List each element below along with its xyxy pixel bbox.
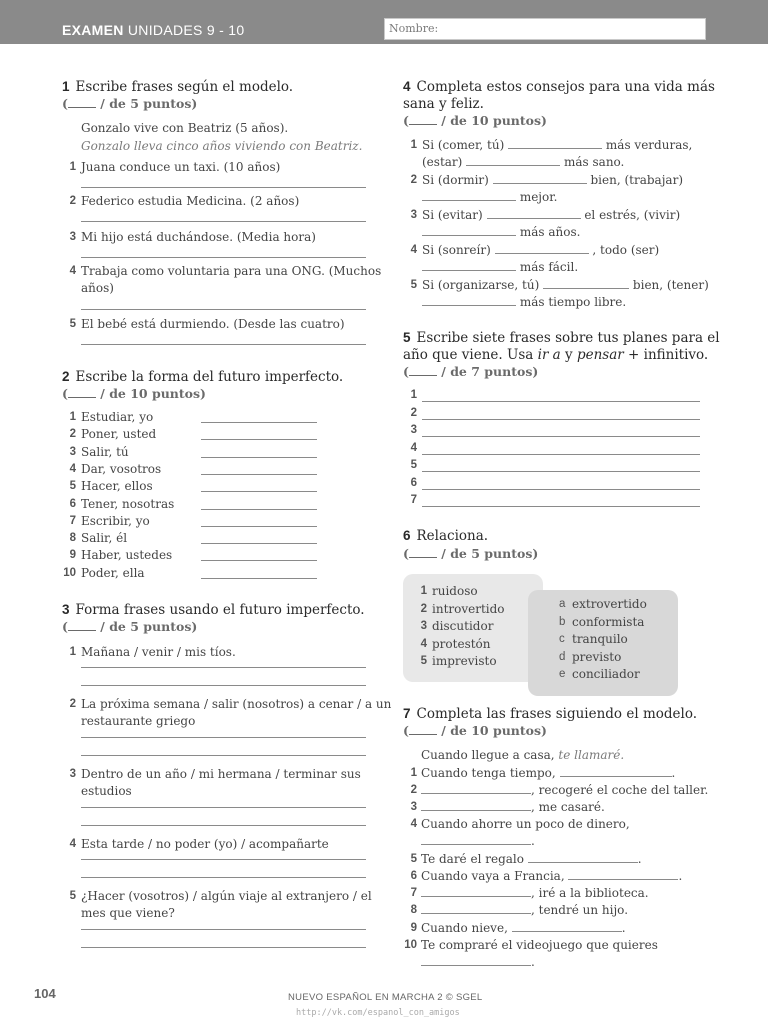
item-prompt: ¿Hacer (vosotros) / algún viaje al extranjero / el [81,889,372,903]
item-row-cont [422,260,578,274]
item-prompt-mid: más verduras, [605,138,693,152]
item-number: 4 [410,441,417,454]
item-prompt: Hacer, ellos [81,479,153,494]
item-prompt-end: más sano. [564,155,625,169]
item-row [421,800,605,814]
item-prompt: Mi hijo está duchándose. (Media hora) [81,230,316,244]
item-letter: a [559,598,566,610]
answer-blank[interactable] [421,887,531,897]
section-1-points: ( / de 5 puntos) [62,96,198,111]
item-prompt-end: mejor. [519,190,558,204]
answer-blank[interactable] [528,853,638,863]
answer-line[interactable] [81,667,366,668]
item-row [421,817,630,831]
item-prompt: Haber, ustedes [81,548,173,563]
relate-left-item: protestón [432,636,491,651]
item-number: 1 [410,139,417,151]
section-7-model: Cuando llegue a casa, te llamaré. [421,748,625,762]
answer-line[interactable] [81,755,366,756]
item-row [421,869,682,883]
section-4-heading-cont: sana y feliz. [403,96,484,112]
relate-left-item: discutidor [432,619,494,633]
answer-blank[interactable] [422,296,516,306]
item-row-cont [421,955,535,969]
exam-title: EXAMEN UNIDADES 9 - 10 [62,22,245,38]
section-2-points: ( / de 10 puntos) [62,386,206,401]
item-prompt-end: . [678,869,683,883]
item-number: 1 [69,411,76,423]
answer-line[interactable] [422,489,700,490]
source-url: http://vk.com/espanol_con_amigos [296,1008,460,1018]
item-prompt: El bebé está durmiendo. (Desde las cuatro) [81,317,345,331]
item-prompt-end: , recogeré el coche del taller. [531,783,709,797]
item-number: 10 [404,939,417,951]
answer-line[interactable] [81,859,366,860]
item-number: 5 [410,459,417,471]
item-number: 3 [410,209,417,221]
answer-blank[interactable] [512,922,622,932]
answer-blank[interactable] [421,904,531,914]
item-number: 4 [69,838,76,850]
answer-line[interactable] [81,737,366,738]
item-number: 1 [410,767,417,779]
answer-line[interactable] [201,526,317,527]
section-4-heading: 4 Completa estos consejos para una vida más [403,79,715,95]
item-row-cont [421,834,535,848]
answer-blank[interactable] [421,784,531,794]
item-prompt: Si (organizarse, tú) [422,278,540,292]
item-prompt-cont: mes que viene? [81,906,175,920]
item-number: 1 [69,161,76,173]
answer-blank[interactable] [568,870,678,880]
item-prompt: Si (sonreír) [422,243,491,257]
relate-left-item: introvertido [432,601,505,616]
item-number: 8 [410,904,417,916]
answer-line[interactable] [422,419,700,420]
item-prompt-end: , iré a la biblioteca. [531,886,649,900]
answer-blank[interactable] [487,209,581,219]
item-number: 5 [69,480,76,493]
item-row-cont [422,295,626,309]
publisher-credit: NUEVO ESPAÑOL EN MARCHA 2 © SGEL [288,992,483,1003]
item-prompt-end: . [621,921,626,935]
relate-right-item: conformista [572,614,645,629]
item-row [422,138,692,152]
answer-line[interactable] [201,509,317,510]
section-7-heading: 7 Completa las frases siguiendo el modelo. [403,706,698,722]
answer-blank[interactable] [422,191,516,201]
item-number: 6 [410,476,417,489]
item-number: 1 [420,585,427,597]
item-number: 5 [420,655,427,667]
item-row [422,243,659,257]
item-prompt-cont: años) [81,281,114,295]
answer-line[interactable] [201,560,317,561]
item-letter: c [559,633,565,645]
item-prompt: Poder, ella [81,565,145,580]
item-row [421,783,708,797]
item-number: 5 [410,853,417,865]
item-prompt: Cuando vaya a Francia, [421,869,569,883]
answer-blank[interactable] [508,139,602,149]
item-number: 3 [69,445,76,458]
item-number: 5 [410,279,417,291]
model-sentence: Gonzalo vive con Beatriz (5 años). [81,121,289,135]
answer-line[interactable] [81,685,366,686]
relate-right-item: conciliador [572,667,640,681]
item-prompt: Poner, usted [81,427,157,442]
item-number: 4 [410,244,417,256]
answer-blank[interactable] [421,956,531,966]
answer-blank[interactable] [422,226,516,236]
item-prompt-mid: bien, (tener) [632,278,709,292]
item-prompt-end: más fácil. [519,260,579,274]
item-prompt: La próxima semana / salir (nosotros) a cenar / a un [81,697,392,711]
item-prompt: Tener, nosotras [81,496,175,511]
item-prompt-end: más años. [519,225,581,239]
answer-line[interactable] [81,877,366,878]
answer-line[interactable] [422,454,700,455]
model-answer: Gonzalo lleva cinco años viviendo con Beatriz. [81,139,363,153]
item-prompt: Escribir, yo [81,513,150,528]
item-prompt: Esta tarde / no poder (yo) / acompañarte [81,837,329,851]
item-row [422,173,683,187]
item-number: 2 [69,698,76,710]
item-row [421,766,675,780]
section-3-points: ( / de 5 puntos) [62,619,198,634]
section-5-heading: 5 Escribe siete frases sobre tus planes para el [403,330,720,346]
answer-line[interactable] [201,474,317,475]
answer-line[interactable] [81,947,366,948]
answer-blank[interactable] [422,261,516,271]
item-prompt: Dentro de un año / mi hermana / terminar sus [81,767,361,781]
item-prompt-mid: bien, (trabajar) [590,173,684,187]
relate-right-item: previsto [572,649,622,664]
answer-line[interactable] [201,422,317,423]
item-prompt: Federico estudia Medicina. (2 años) [81,194,300,208]
item-prompt-end: más tiempo libre. [519,295,627,309]
answer-blank[interactable] [495,244,589,254]
item-letter: b [559,615,566,628]
section-6-heading: 6 Relaciona. [403,528,489,544]
section-5-points: ( / de 7 puntos) [403,364,539,379]
section-5-heading-cont: año que viene. Usa ir a y pensar + infinitivo. [403,347,709,363]
item-prompt: Salir, tú [81,444,129,459]
answer-line[interactable] [81,825,366,826]
item-number: 2 [410,174,417,186]
item-number: 3 [410,424,417,436]
answer-blank[interactable] [466,156,560,166]
item-number: 2 [420,602,427,615]
name-label: Nombre: [389,22,439,35]
item-number: 6 [69,497,76,510]
relate-left-item: ruidoso [432,584,478,598]
item-letter: e [559,668,566,680]
page-number: 104 [34,986,56,1001]
item-number: 7 [410,887,417,899]
item-letter: d [559,650,566,663]
item-number: 10 [63,566,76,579]
item-prompt-end: . [671,766,676,780]
item-row [422,278,709,292]
item-number: 3 [69,768,76,780]
item-row [421,852,642,866]
item-prompt: Juana conduce un taxi. (10 años) [81,160,281,174]
section-1-heading: 1 Escribe frases según el modelo. [62,79,294,95]
item-number: 7 [410,494,417,506]
item-number: 5 [69,318,76,330]
item-prompt: Si (comer, tú) [422,138,505,152]
item-prompt-cont: restaurante griego [81,714,196,728]
answer-line[interactable] [81,309,366,310]
answer-line[interactable] [422,506,700,507]
relate-right-item: extrovertido [572,597,647,611]
section-3-heading: 3 Forma frases usando el futuro imperfecto. [62,602,365,618]
item-number: 4 [420,637,427,650]
answer-line[interactable] [201,439,317,440]
item-row [421,921,626,935]
item-prompt: Trabaja como voluntaria para una ONG. (Muchos [81,264,382,278]
answer-blank[interactable] [493,174,587,184]
item-prompt-end: . [637,852,642,866]
item-prompt: Cuando tenga tiempo, [421,766,560,780]
item-number: 9 [410,922,417,934]
item-prompt: Cuando ahorre un poco de dinero, [421,817,630,831]
item-prompt: Te compraré el videojuego que quieres [421,938,658,952]
item-prompt-end: . [531,955,535,969]
item-number: 7 [69,514,76,527]
item-number: 5 [69,890,76,902]
item-row [421,938,658,952]
item-row [422,208,680,222]
item-row-cont [422,225,580,239]
item-row [421,886,649,900]
section-7-points: ( / de 10 puntos) [403,723,547,738]
answer-line[interactable] [81,257,366,258]
name-field[interactable] [384,18,706,40]
item-prompt-mid: , todo (ser) [592,243,660,257]
item-prompt: Mañana / venir / mis tíos. [81,645,236,659]
answer-line[interactable] [201,491,317,492]
relate-left-item: imprevisto [432,654,497,668]
answer-blank[interactable] [543,279,629,289]
item-row-cont [422,190,558,204]
item-prompt: Estudiar, yo [81,410,154,424]
answer-line[interactable] [201,457,317,458]
answer-line[interactable] [422,471,700,472]
item-number: 1 [69,646,76,658]
item-prompt-end: , me casaré. [531,800,605,814]
item-prompt: Cuando nieve, [421,921,512,935]
item-prompt: Dar, vosotros [81,461,162,476]
item-number: 8 [69,532,76,545]
item-row-cont [422,155,624,169]
relate-right-item: tranquilo [572,632,628,646]
item-number: 2 [69,195,76,207]
item-prompt: Si (dormir) [422,173,489,187]
section-2-heading: 2 Escribe la forma del futuro imperfecto. [62,369,344,385]
answer-line[interactable] [422,401,700,402]
answer-line[interactable] [81,187,366,188]
item-number: 3 [410,801,417,813]
item-prompt: Si (evitar) [422,208,483,222]
item-prompt-end: . [531,834,535,848]
answer-blank[interactable] [421,835,531,845]
item-number: 4 [69,462,76,475]
item-number: 6 [410,870,417,882]
answer-line[interactable] [81,344,366,345]
item-number: 3 [420,620,427,632]
item-number: 4 [69,265,76,277]
item-prompt-sub: (estar) [422,155,463,169]
answer-line[interactable] [81,929,366,930]
answer-blank[interactable] [560,767,672,777]
item-prompt: Salir, él [81,531,128,546]
item-prompt-mid: el estrés, (vivir) [584,208,681,222]
item-number: 3 [69,231,76,243]
item-prompt-cont: estudios [81,784,132,798]
answer-line[interactable] [81,221,366,222]
section-6-points: ( / de 5 puntos) [403,546,539,561]
answer-line[interactable] [201,578,317,579]
item-prompt-end: , tendré un hijo. [531,903,629,917]
item-number: 1 [410,389,417,401]
item-number: 2 [69,428,76,441]
answer-line[interactable] [201,543,317,544]
item-number: 9 [69,549,76,562]
section-4-points: ( / de 10 puntos) [403,113,547,128]
item-prompt: Te daré el regalo [421,852,528,866]
item-number: 2 [410,406,417,419]
item-row [421,903,628,917]
answer-blank[interactable] [421,801,531,811]
answer-line[interactable] [422,436,700,437]
item-number: 4 [410,818,417,830]
answer-line[interactable] [81,807,366,808]
item-number: 2 [410,784,417,796]
